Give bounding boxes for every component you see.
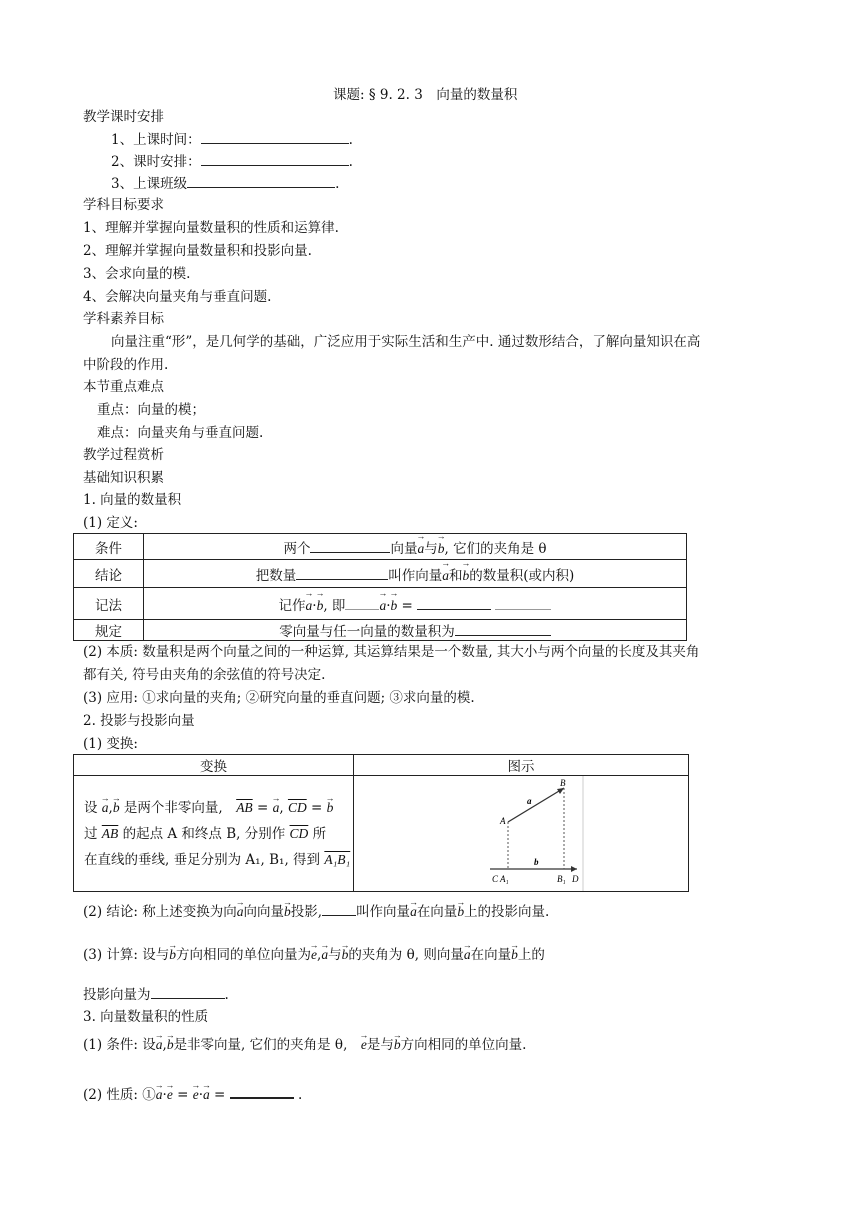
projection-figure-cell	[354, 776, 689, 892]
goal-item: 1、理解并掌握向量数量积的性质和运算律.	[83, 220, 339, 236]
row-content: 记作→ a·→ b, 即 → a·→ b =	[144, 588, 687, 620]
section1-heading: 1. 向量的数量积	[83, 492, 182, 508]
goal-item: 4、会解决向量夹角与垂直问题.	[83, 289, 272, 305]
schedule-item-class: 3、上课班级 .	[111, 176, 340, 192]
schedule-item-time: 1、上课时间： .	[111, 132, 353, 148]
section2-heading: 2. 投影与投影向量	[83, 713, 195, 729]
projection-table	[73, 754, 689, 892]
goal-item: 3、会求向量的模.	[83, 266, 191, 282]
key-point: 重点：向量的模；	[97, 402, 205, 418]
col-header-transform: 变换	[74, 755, 354, 776]
nature-text: (2) 本质: 数量积是两个向量之间的一种运算, 其运算结果是一个数量, 其大小与两个向量的长度及其夹角	[83, 644, 700, 660]
point-label-a1: A₁	[500, 874, 509, 884]
condition-text: (1) 条件: 设→ a,→ b是非零向量, 它们的夹角是 θ, → e是与→ b方向相同的单位向量.	[83, 1036, 526, 1054]
row-label: 规定	[74, 620, 144, 641]
point-label-c: C	[492, 874, 499, 884]
point-label-b-upper: B	[560, 778, 566, 788]
process-heading: 教学过程赏析	[83, 447, 164, 463]
schedule-heading: 教学课时安排	[83, 109, 164, 125]
row-content: 两个 向量→ a与→ b, 它们的夹角是 θ	[144, 534, 687, 560]
transform-description: 设 → a,→ b 是两个非零向量, $\overline{AB}$ = → a, $\overline{CD}$ = → b 过 $\overline{AB}$ 的起点 A 和终点 B, 分别作 $\overline{CD}$ 所 在直线的垂线, 垂足分别为 A₁, B₁, 得到 A₁B₁	[74, 776, 354, 892]
application-text: (3) 应用: ①求向量的夹角; ②研究向量的垂直问题; ③求向量的模.	[83, 690, 475, 706]
property-text: (2) 性质: ①→ a·→ e = → e·→ a = .	[83, 1084, 302, 1104]
point-label-b1: B₁	[557, 874, 566, 884]
keypoints-heading: 本节重点难点	[83, 379, 164, 395]
literacy-heading: 学科素养目标	[83, 311, 164, 327]
conclusion-text: (2) 结论: 称上述变换为向→ a向向量→ b投影, 叫作向量→ a在向量→ b上的投影向量.	[83, 902, 549, 921]
nature-text: 都有关, 符号由夹角的余弦值的符号决定.	[83, 667, 326, 683]
vector-label-a: a	[527, 796, 532, 806]
row-content: 零向量与任一向量的数量积为	[144, 620, 687, 641]
row-content: 把数量 叫作向量→ a和→ b的数量积(或内积)	[144, 560, 687, 588]
point-label-d: D	[572, 874, 579, 884]
goal-item: 2、理解并掌握向量数量积和投影向量.	[83, 243, 312, 259]
literacy-text: 中阶段的作用.	[83, 357, 169, 373]
basics-heading: 基础知识积累	[83, 470, 164, 486]
definition-table	[73, 533, 687, 641]
vector-label-b: b	[534, 857, 539, 867]
col-header-figure: 图示	[354, 755, 689, 776]
projection-diagram	[354, 776, 688, 891]
row-label: 结论	[74, 560, 144, 588]
page-title: 课题: § 9. 2. 3 向量的数量积	[333, 87, 518, 103]
transform-label: (1) 变换:	[83, 736, 138, 752]
projection-vector-text: 投影向量为 .	[83, 987, 229, 1003]
section3-heading: 3. 向量数量积的性质	[83, 1009, 209, 1025]
schedule-item-arrangement: 2、课时安排： .	[111, 154, 353, 170]
row-label: 记法	[74, 588, 144, 620]
calculation-text: (3) 计算: 设与→ b方向相同的单位向量为→ e,→ a与→ b的夹角为 θ, 则向量→ a在向量→ b上的	[83, 946, 545, 964]
row-label: 条件	[74, 534, 144, 560]
point-label-a-upper: A	[500, 816, 506, 826]
definition-label: (1) 定义:	[83, 515, 138, 531]
difficult-point: 难点：向量夹角与垂直问题.	[97, 425, 264, 441]
goals-heading: 学科目标要求	[83, 197, 164, 213]
literacy-text: 向量注重“形”，是几何学的基础，广泛应用于实际生活和生产中. 通过数形结合，了解向量知识在高	[111, 334, 701, 350]
